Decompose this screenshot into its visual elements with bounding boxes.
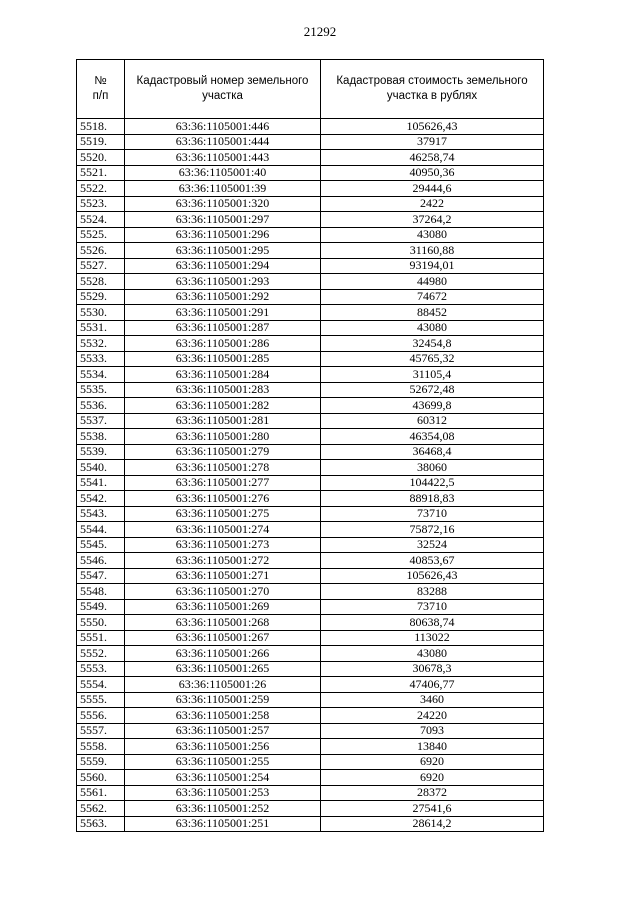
table-row [77,615,544,631]
table-row [77,708,544,724]
table-row [77,119,544,135]
cadastral-value-cell: 40853,67 [321,553,544,569]
cadastral-number-cell: 63:36:1105001:283 [125,382,321,398]
row-number-cell: 5519. [77,134,125,150]
table-row [77,150,544,166]
cadastral-number-cell: 63:36:1105001:285 [125,351,321,367]
cadastral-value-cell: 7093 [321,723,544,739]
row-number-cell: 5538. [77,429,125,445]
cadastral-value-cell: 105626,43 [321,119,544,135]
cadastral-number-cell: 63:36:1105001:280 [125,429,321,445]
row-number-cell: 5563. [77,816,125,832]
cadastral-number-cell: 63:36:1105001:297 [125,212,321,228]
cadastral-value-cell: 43080 [321,227,544,243]
cadastral-value-cell: 32454,8 [321,336,544,352]
row-number-cell: 5561. [77,785,125,801]
table-row [77,212,544,228]
row-number-cell: 5524. [77,212,125,228]
cadastral-value-cell: 37264,2 [321,212,544,228]
cadastral-number-cell: 63:36:1105001:291 [125,305,321,321]
table-row [77,770,544,786]
table-row [77,522,544,538]
cadastral-value-cell: 29444,6 [321,181,544,197]
table-row [77,258,544,274]
cadastral-number-cell: 63:36:1105001:286 [125,336,321,352]
row-number-cell: 5532. [77,336,125,352]
cadastral-number-cell: 63:36:1105001:26 [125,677,321,693]
table-row [77,785,544,801]
cadastral-value-cell: 83288 [321,584,544,600]
table-row [77,599,544,615]
cadastral-number-cell: 63:36:1105001:251 [125,816,321,832]
row-number-cell: 5539. [77,444,125,460]
header-number-abbr: п/п [92,90,109,102]
row-number-cell: 5522. [77,181,125,197]
cadastral-value-cell: 46354,08 [321,429,544,445]
cadastral-number-cell: 63:36:1105001:253 [125,785,321,801]
cadastral-value-cell: 105626,43 [321,568,544,584]
cadastral-number-cell: 63:36:1105001:287 [125,320,321,336]
row-number-cell: 5536. [77,398,125,414]
cadastral-number-cell: 63:36:1105001:39 [125,181,321,197]
row-number-cell: 5531. [77,320,125,336]
row-number-cell: 5537. [77,413,125,429]
cadastral-number-cell: 63:36:1105001:292 [125,289,321,305]
header-number-sign: № [94,75,107,87]
cadastral-value-cell: 113022 [321,630,544,646]
cadastral-number-cell: 63:36:1105001:295 [125,243,321,259]
cadastral-value-cell: 46258,74 [321,150,544,166]
cadastral-value-cell: 74672 [321,289,544,305]
cadastral-value-cell: 38060 [321,460,544,476]
cadastral-value-cell: 31105,4 [321,367,544,383]
cadastral-number-cell: 63:36:1105001:274 [125,522,321,538]
cadastral-number-cell: 63:36:1105001:257 [125,723,321,739]
cadastral-value-cell: 24220 [321,708,544,724]
table-row [77,677,544,693]
row-number-cell: 5557. [77,723,125,739]
table-body [77,119,544,832]
cadastral-value-cell: 40950,36 [321,165,544,181]
cadastral-number-cell: 63:36:1105001:255 [125,754,321,770]
table-row [77,491,544,507]
cadastral-number-cell: 63:36:1105001:284 [125,367,321,383]
row-number-cell: 5520. [77,150,125,166]
row-number-cell: 5549. [77,599,125,615]
cadastral-value-cell: 32524 [321,537,544,553]
cadastral-number-cell: 63:36:1105001:443 [125,150,321,166]
table-row [77,398,544,414]
page-number: 21292 [303,24,337,39]
cadastral-number-cell: 63:36:1105001:256 [125,739,321,755]
row-number-cell: 5528. [77,274,125,290]
table-row [77,336,544,352]
cadastral-value-cell: 27541,6 [321,801,544,817]
table-row [77,134,544,150]
cadastral-value-cell: 80638,74 [321,615,544,631]
table-row [77,367,544,383]
table-row [77,584,544,600]
table-row [77,816,544,832]
cadastral-value-cell: 73710 [321,506,544,522]
cadastral-number-cell: 63:36:1105001:444 [125,134,321,150]
cadastral-number-cell: 63:36:1105001:320 [125,196,321,212]
table-row [77,444,544,460]
row-number-cell: 5547. [77,568,125,584]
header-row-number [77,60,125,119]
table-row [77,553,544,569]
table-row [77,754,544,770]
cadastral-value-cell: 60312 [321,413,544,429]
table-row [77,351,544,367]
table-row [77,692,544,708]
row-number-cell: 5518. [77,119,125,135]
row-number-cell: 5543. [77,506,125,522]
cadastral-value-cell: 45765,32 [321,351,544,367]
cadastral-value-cell: 44980 [321,274,544,290]
table-row [77,181,544,197]
table-row [77,801,544,817]
table-row [77,382,544,398]
table-row [77,305,544,321]
row-number-cell: 5562. [77,801,125,817]
row-number-cell: 5553. [77,661,125,677]
table-row [77,723,544,739]
row-number-cell: 5535. [77,382,125,398]
cadastral-number-cell: 63:36:1105001:446 [125,119,321,135]
row-number-cell: 5523. [77,196,125,212]
cadastral-value-cell: 13840 [321,739,544,755]
table-row [77,568,544,584]
table-row [77,630,544,646]
cadastral-number-cell: 63:36:1105001:271 [125,568,321,584]
table-row [77,429,544,445]
row-number-cell: 5521. [77,165,125,181]
row-number-cell: 5551. [77,630,125,646]
cadastral-value-cell: 88918,83 [321,491,544,507]
header-cadastral-number: Кадастровый номер земельного участка [125,60,321,119]
row-number-cell: 5542. [77,491,125,507]
row-number-cell: 5527. [77,258,125,274]
cadastral-number-cell: 63:36:1105001:293 [125,274,321,290]
cadastral-number-cell: 63:36:1105001:276 [125,491,321,507]
cadastral-number-cell: 63:36:1105001:267 [125,630,321,646]
row-number-cell: 5534. [77,367,125,383]
cadastral-number-cell: 63:36:1105001:282 [125,398,321,414]
cadastral-number-cell: 63:36:1105001:275 [125,506,321,522]
table-row [77,413,544,429]
cadastral-value-cell: 3460 [321,692,544,708]
cadastral-number-cell: 63:36:1105001:277 [125,475,321,491]
cadastral-number-cell: 63:36:1105001:252 [125,801,321,817]
cadastral-value-cell: 2422 [321,196,544,212]
row-number-cell: 5546. [77,553,125,569]
row-number-cell: 5530. [77,305,125,321]
cadastral-number-cell: 63:36:1105001:296 [125,227,321,243]
cadastral-value-cell: 28614,2 [321,816,544,832]
cadastral-value-cell: 104422,5 [321,475,544,491]
cadastral-value-cell: 37917 [321,134,544,150]
row-number-cell: 5540. [77,460,125,476]
row-number-cell: 5533. [77,351,125,367]
cadastral-value-cell: 75872,16 [321,522,544,538]
cadastral-number-cell: 63:36:1105001:278 [125,460,321,476]
cadastral-number-cell: 63:36:1105001:294 [125,258,321,274]
row-number-cell: 5548. [77,584,125,600]
cadastral-value-cell: 6920 [321,770,544,786]
cadastral-value-cell: 43080 [321,320,544,336]
cadastral-number-cell: 63:36:1105001:266 [125,646,321,662]
row-number-cell: 5550. [77,615,125,631]
table-row [77,274,544,290]
table-row [77,320,544,336]
table-row [77,243,544,259]
cadastral-number-cell: 63:36:1105001:270 [125,584,321,600]
table-header-row [77,60,544,119]
cadastral-value-table [76,59,544,832]
row-number-cell: 5556. [77,708,125,724]
row-number-cell: 5544. [77,522,125,538]
cadastral-value-cell: 31160,88 [321,243,544,259]
cadastral-number-cell: 63:36:1105001:279 [125,444,321,460]
table-row [77,227,544,243]
cadastral-number-cell: 63:36:1105001:258 [125,708,321,724]
row-number-cell: 5558. [77,739,125,755]
row-number-cell: 5545. [77,537,125,553]
table-row [77,460,544,476]
table-row [77,661,544,677]
table-row [77,506,544,522]
row-number-cell: 5559. [77,754,125,770]
cadastral-number-cell: 63:36:1105001:254 [125,770,321,786]
cadastral-value-cell: 30678,3 [321,661,544,677]
table-row [77,289,544,305]
cadastral-value-cell: 36468,4 [321,444,544,460]
cadastral-value-cell: 43080 [321,646,544,662]
cadastral-number-cell: 63:36:1105001:281 [125,413,321,429]
cadastral-number-cell: 63:36:1105001:265 [125,661,321,677]
table-row [77,739,544,755]
cadastral-number-cell: 63:36:1105001:272 [125,553,321,569]
cadastral-value-cell: 28372 [321,785,544,801]
table-row [77,165,544,181]
cadastral-number-cell: 63:36:1105001:269 [125,599,321,615]
row-number-cell: 5529. [77,289,125,305]
table-row [77,196,544,212]
cadastral-value-cell: 88452 [321,305,544,321]
cadastral-number-cell: 63:36:1105001:273 [125,537,321,553]
row-number-cell: 5525. [77,227,125,243]
cadastral-number-cell: 63:36:1105001:268 [125,615,321,631]
table-row [77,537,544,553]
table-row [77,646,544,662]
row-number-cell: 5560. [77,770,125,786]
cadastral-value-cell: 43699,8 [321,398,544,414]
cadastral-value-cell: 93194,01 [321,258,544,274]
cadastral-number-cell: 63:36:1105001:259 [125,692,321,708]
row-number-cell: 5555. [77,692,125,708]
cadastral-value-cell: 47406,77 [321,677,544,693]
header-cadastral-value: Кадастровая стоимость земельного участка в рублях [321,60,544,119]
cadastral-number-cell: 63:36:1105001:40 [125,165,321,181]
row-number-cell: 5554. [77,677,125,693]
row-number-cell: 5526. [77,243,125,259]
cadastral-value-cell: 6920 [321,754,544,770]
table-row [77,475,544,491]
row-number-cell: 5541. [77,475,125,491]
row-number-cell: 5552. [77,646,125,662]
cadastral-value-cell: 73710 [321,599,544,615]
cadastral-value-cell: 52672,48 [321,382,544,398]
